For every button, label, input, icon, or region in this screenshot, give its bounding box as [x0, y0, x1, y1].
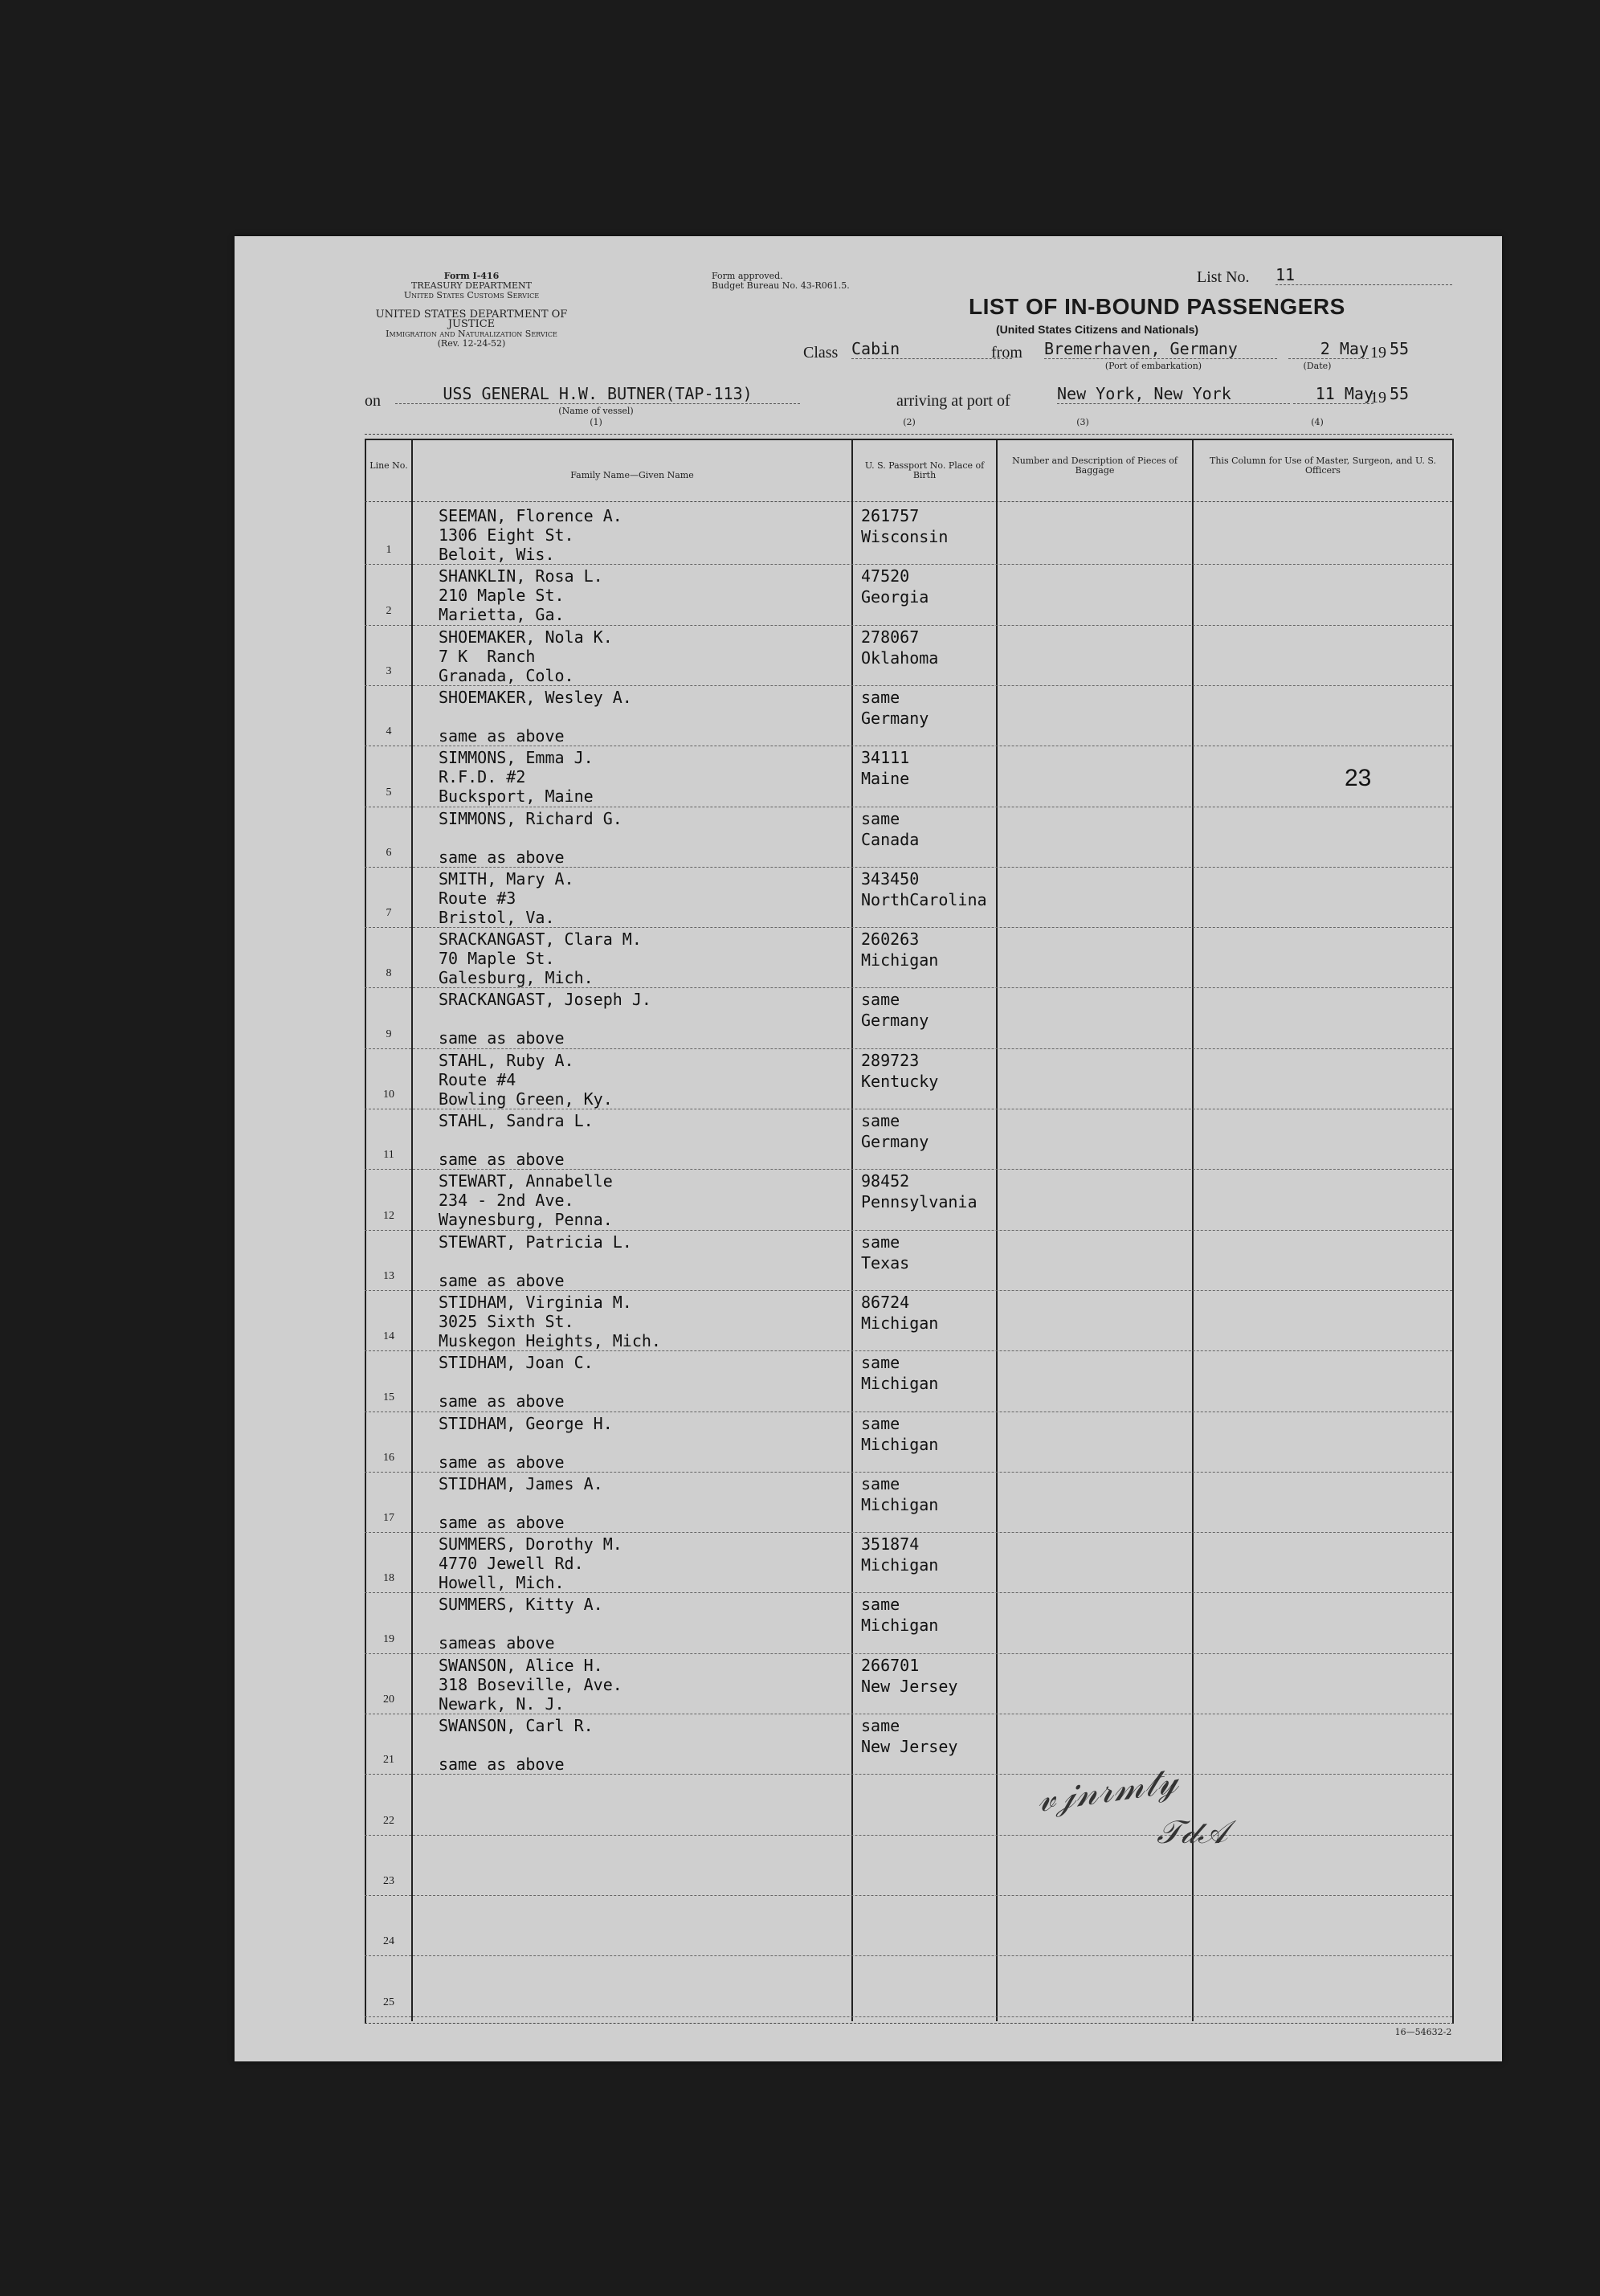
line-number: 6: [386, 846, 392, 859]
port-caption: (Port of embarkation): [1104, 361, 1202, 371]
arrival-port: New York, New York: [1057, 384, 1290, 404]
passport-number: same: [861, 808, 900, 828]
passenger-name: SUMMERS, Dorothy M.: [439, 1534, 622, 1554]
line-number: 14: [383, 1330, 394, 1343]
line-number: 23: [383, 1874, 394, 1887]
place-of-birth: Michigan: [861, 1555, 939, 1575]
row-divider: [365, 1472, 1452, 1473]
passenger-name: STIDHAM, James A.: [439, 1473, 603, 1493]
city-line: same as above: [439, 725, 565, 746]
line-number: 25: [383, 1996, 394, 2008]
passport-number: same: [861, 1111, 900, 1130]
arrival-date-century: 19: [1370, 389, 1386, 406]
city-line: Bucksport, Maine: [439, 786, 594, 807]
agency-block: [355, 272, 588, 300]
ins-label: Immigration and Naturalization Service: [386, 329, 557, 339]
line-number: 18: [383, 1572, 394, 1585]
page-subtitle: (United States Citizens and Nationals): [996, 323, 1199, 336]
passenger-name: SHOEMAKER, Wesley A.: [439, 687, 632, 707]
col-header-passport: U. S. Passport No. Place of Birth: [864, 460, 985, 480]
arriving-label: arriving at port of: [896, 392, 1010, 410]
line-number: 8: [386, 967, 392, 980]
row-divider: [365, 1230, 1452, 1231]
line-number: 22: [383, 1814, 394, 1827]
budget-label: Budget Bureau No. 43-R061.5.: [712, 280, 850, 291]
class-value: Cabin: [851, 339, 1012, 359]
passenger-name: SHOEMAKER, Nola K.: [439, 627, 613, 647]
address-line: 3025 Sixth St.: [439, 1311, 574, 1331]
passport-number: same: [861, 1413, 900, 1433]
place-of-birth: New Jersey: [861, 1676, 958, 1696]
line-number: 19: [383, 1632, 394, 1645]
passenger-name: STEWART, Patricia L.: [439, 1232, 632, 1252]
city-line: same as above: [439, 1028, 565, 1048]
from-value: Bremerhaven, Germany: [1044, 339, 1277, 359]
line-number: 21: [383, 1754, 394, 1767]
vessel-name: USS GENERAL H.W. BUTNER(TAP-113): [395, 384, 800, 404]
officer-note: 23: [1345, 765, 1372, 792]
line-number: 7: [386, 907, 392, 920]
passport-number: same: [861, 990, 900, 1010]
row-divider: [365, 1835, 1452, 1836]
passenger-name: STIDHAM, Virginia M.: [439, 1292, 632, 1312]
footer-code: 16—54632-2: [1394, 2027, 1452, 2037]
col2-caption: (2): [903, 417, 916, 427]
place-of-birth: Michigan: [861, 950, 939, 970]
row-divider: [365, 1048, 1452, 1049]
city-line: same as above: [439, 1150, 565, 1169]
col1-caption: (1): [590, 417, 602, 427]
col-header-baggage: Number and Description of Pieces of Baggage: [1012, 456, 1178, 476]
treasury-label: TREASURY DEPARTMENT: [411, 280, 532, 291]
passport-number: 260263: [861, 929, 920, 950]
place-of-birth: New Jersey: [861, 1737, 958, 1756]
row-divider: [365, 1169, 1452, 1170]
col-header-officers: This Column for Use of Master, Surgeon, and U. S. Officers: [1210, 456, 1436, 476]
city-line: Bristol, Va.: [439, 907, 555, 927]
passport-number: 343450: [861, 868, 920, 889]
place-of-birth: Michigan: [861, 1374, 939, 1394]
city-line: Muskegon Heights, Mich.: [439, 1330, 661, 1350]
city-line: same as above: [439, 1270, 565, 1290]
arrival-date-day: 11 May: [1293, 384, 1373, 404]
handwritten-initials-mark: 𝒯𝒹𝒜: [1157, 1814, 1228, 1851]
passenger-name: SIMMONS, Emma J.: [439, 748, 594, 768]
passport-number: same: [861, 687, 900, 707]
col-header-name: Family Name—Given Name: [570, 470, 694, 480]
row-divider: [365, 1290, 1452, 1291]
city-line: same as above: [439, 1512, 565, 1532]
place-of-birth: Michigan: [861, 1494, 939, 1514]
line-number: 24: [383, 1935, 394, 1948]
row-divider: [365, 987, 1452, 988]
city-line: Howell, Mich.: [439, 1573, 565, 1593]
place-of-birth: Kentucky: [861, 1071, 939, 1091]
city-line: Bowling Green, Ky.: [439, 1089, 613, 1109]
row-divider: [365, 1955, 1452, 1956]
address-line: R.F.D. #2: [439, 767, 526, 787]
passport-number: 86724: [861, 1292, 910, 1312]
address-line: 1306 Eight St.: [439, 525, 574, 545]
place-of-birth: Oklahoma: [861, 648, 939, 668]
row-divider: [365, 1895, 1452, 1896]
city-line: same as above: [439, 1391, 565, 1412]
city-line: Galesburg, Mich.: [439, 968, 594, 988]
passenger-name: SIMMONS, Richard G.: [439, 808, 622, 828]
row-divider: [365, 867, 1452, 868]
from-date-day: 2 May: [1288, 339, 1369, 359]
list-no-value: 11: [1276, 265, 1452, 285]
passport-number: 34111: [861, 748, 910, 768]
city-line: Waynesburg, Penna.: [439, 1210, 613, 1230]
row-divider: [365, 927, 1452, 928]
row-divider: [365, 685, 1452, 686]
line-number: 17: [383, 1512, 394, 1525]
line-number: 4: [386, 725, 392, 738]
from-date-century: 19: [1370, 344, 1386, 362]
from-label: from: [991, 344, 1022, 362]
address-line: 210 Maple St.: [439, 586, 565, 606]
passport-number: 351874: [861, 1534, 920, 1554]
address-line: 7 K Ranch: [439, 646, 536, 666]
form-number: Form I-416: [443, 271, 500, 281]
passenger-name: SRACKANGAST, Clara M.: [439, 929, 642, 950]
passenger-name: STEWART, Annabelle: [439, 1171, 613, 1191]
address-line: 234 - 2nd Ave.: [439, 1191, 574, 1211]
justice-label: UNITED STATES DEPARTMENT OF JUSTICE: [375, 308, 568, 330]
passenger-name: SEEMAN, Florence A.: [439, 506, 622, 525]
class-label: Class: [803, 344, 839, 362]
passenger-name: SRACKANGAST, Joseph J.: [439, 990, 651, 1010]
approval-block: [712, 272, 872, 291]
line-number: 1: [386, 544, 392, 557]
place-of-birth: Michigan: [861, 1616, 939, 1636]
passport-number: same: [861, 1595, 900, 1615]
place-of-birth: Georgia: [861, 587, 929, 607]
city-line: Newark, N. J.: [439, 1693, 565, 1714]
place-of-birth: Maine: [861, 769, 910, 789]
row-divider: [365, 1532, 1452, 1533]
passport-number: same: [861, 1473, 900, 1493]
city-line: same as above: [439, 1452, 565, 1472]
passport-number: same: [861, 1716, 900, 1735]
revision-label: (Rev. 12-24-52): [437, 338, 506, 349]
city-line: same as above: [439, 847, 565, 867]
list-no-label: List No.: [1197, 268, 1250, 286]
passenger-name: SMITH, Mary A.: [439, 868, 574, 889]
passenger-name: SWANSON, Carl R.: [439, 1716, 594, 1735]
row-divider: [365, 564, 1452, 565]
passenger-name: SWANSON, Alice H.: [439, 1655, 603, 1675]
row-divider: [365, 2016, 1452, 2017]
place-of-birth: Pennsylvania: [861, 1192, 978, 1212]
place-of-birth: Texas: [861, 1252, 910, 1273]
col4-caption: (4): [1311, 417, 1324, 427]
row-divider: [365, 625, 1452, 626]
line-number: 16: [383, 1451, 394, 1464]
header-bottom-rule: [365, 501, 1452, 502]
passport-number: 266701: [861, 1655, 920, 1675]
city-line: Marietta, Ga.: [439, 605, 565, 625]
passport-number: 261757: [861, 506, 920, 525]
line-number: 2: [386, 604, 392, 617]
place-of-birth: Germany: [861, 1011, 929, 1031]
passport-number: 289723: [861, 1050, 920, 1070]
on-label: on: [365, 392, 381, 410]
address-line: 318 Boseville, Ave.: [439, 1674, 622, 1694]
row-divider: [365, 1774, 1452, 1775]
city-line: Beloit, Wis.: [439, 545, 555, 564]
passport-number: same: [861, 1353, 900, 1373]
col3-caption: (3): [1076, 417, 1089, 427]
table-top-rule: [365, 434, 1452, 435]
passenger-name: STIDHAM, George H.: [439, 1413, 613, 1433]
place-of-birth: Canada: [861, 829, 920, 849]
line-number: 10: [383, 1089, 394, 1101]
page-title: LIST OF IN-BOUND PASSENGERS: [969, 294, 1345, 319]
line-number: 3: [386, 664, 392, 677]
line-number: 11: [383, 1149, 394, 1162]
place-of-birth: Michigan: [861, 1434, 939, 1454]
address-line: Route #3: [439, 888, 516, 908]
line-number: 15: [383, 1391, 394, 1403]
row-divider: [365, 1653, 1452, 1654]
place-of-birth: Germany: [861, 708, 929, 728]
passenger-name: STAHL, Sandra L.: [439, 1111, 594, 1130]
customs-label: United States Customs Service: [403, 290, 540, 300]
city-line: same as above: [439, 1755, 565, 1774]
passenger-name: SUMMERS, Kitty A.: [439, 1595, 603, 1615]
line-number: 13: [383, 1269, 394, 1282]
address-line: 70 Maple St.: [439, 949, 555, 969]
place-of-birth: Michigan: [861, 1313, 939, 1333]
justice-block: [355, 310, 588, 349]
manifest-page: [235, 236, 1502, 2061]
line-number: 12: [383, 1209, 394, 1222]
approval-label: Form approved.: [712, 271, 783, 281]
col-header-line-no: Line No.: [369, 460, 408, 471]
vessel-caption: (Name of vessel): [558, 406, 634, 416]
from-date-year: 55: [1390, 339, 1410, 358]
address-line: 4770 Jewell Rd.: [439, 1554, 584, 1574]
passport-number: 98452: [861, 1171, 910, 1191]
line-number: 20: [383, 1693, 394, 1706]
handwritten-signature-mark: 𝓋𝒿𝓃𝓇𝓂𝓉𝓎: [1033, 1757, 1181, 1821]
passenger-name: STIDHAM, Joan C.: [439, 1353, 594, 1373]
passenger-name: SHANKLIN, Rosa L.: [439, 566, 603, 586]
place-of-birth: NorthCarolina: [861, 889, 987, 909]
arrival-date-year: 55: [1390, 384, 1410, 403]
line-number: 9: [386, 1027, 392, 1040]
place-of-birth: Wisconsin: [861, 527, 949, 546]
passport-number: 47520: [861, 566, 910, 586]
city-line: Granada, Colo.: [439, 665, 574, 685]
line-number: 5: [386, 786, 392, 799]
row-divider: [365, 1592, 1452, 1593]
passport-number: same: [861, 1232, 900, 1252]
address-line: Route #4: [439, 1069, 516, 1089]
place-of-birth: Germany: [861, 1132, 929, 1151]
city-line: sameas above: [439, 1633, 555, 1653]
passport-number: 278067: [861, 627, 920, 647]
date-caption: (Date): [1303, 361, 1332, 371]
passenger-name: STAHL, Ruby A.: [439, 1050, 574, 1070]
row-divider: [365, 1350, 1452, 1351]
